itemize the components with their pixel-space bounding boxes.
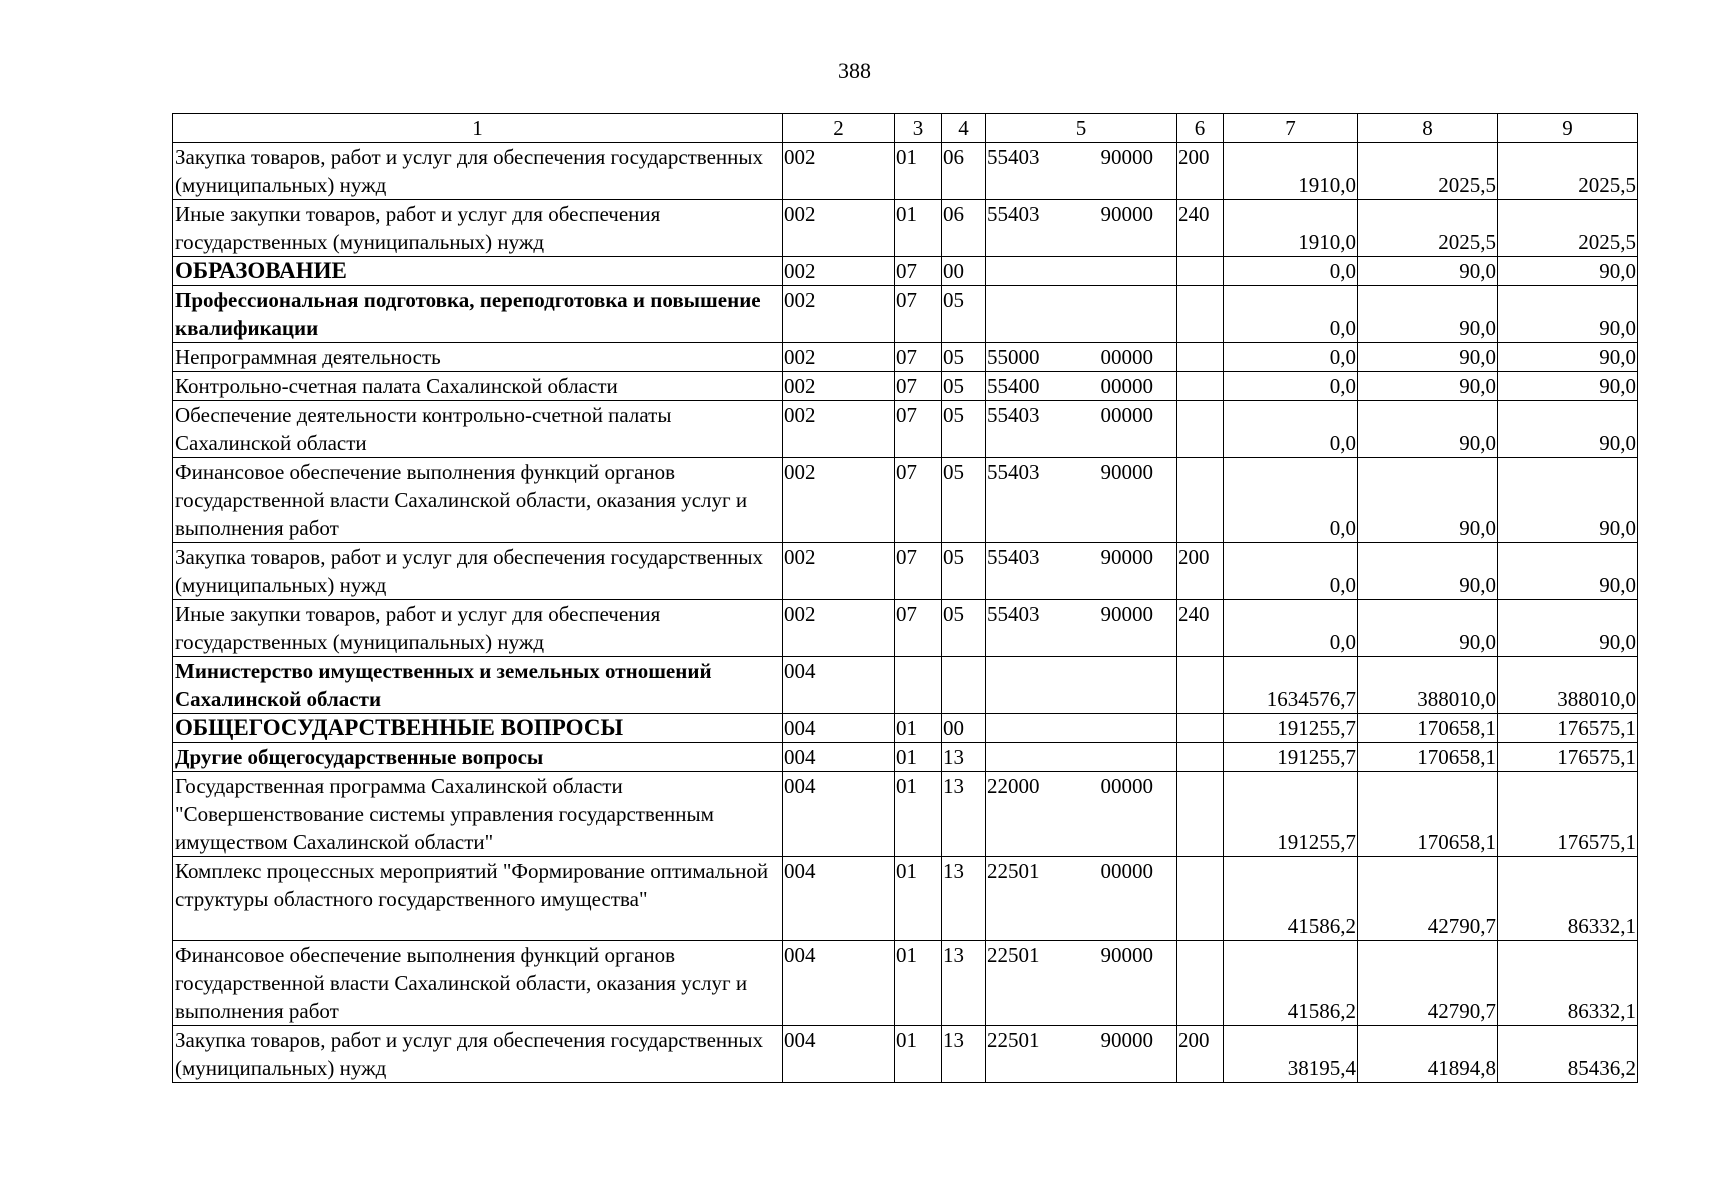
- ministry-code: 002: [783, 401, 895, 458]
- row-name: Обеспечение деятельности контрольно-счетной палаты Сахалинской области: [173, 401, 783, 458]
- amount-col9: 2025,5: [1498, 200, 1638, 257]
- section-code: 01: [895, 1026, 942, 1083]
- target-article-direction: 90000: [1100, 602, 1153, 626]
- section-code: 01: [895, 143, 942, 200]
- amount-col9: 176575,1: [1498, 743, 1638, 772]
- section-code: 07: [895, 343, 942, 372]
- target-article-direction: 90000: [1100, 145, 1153, 169]
- subsection-code: 05: [942, 343, 986, 372]
- subsection-code: 05: [942, 458, 986, 543]
- amount-col8: 42790,7: [1358, 941, 1498, 1026]
- target-article-direction: 00000: [1100, 345, 1153, 369]
- table-row: [173, 200, 1638, 257]
- expense-type-code: 200: [1177, 143, 1224, 200]
- subsection-code: 00: [942, 257, 986, 286]
- row-name: ОБРАЗОВАНИЕ: [173, 257, 783, 286]
- amount-col8: 170658,1: [1358, 772, 1498, 857]
- target-article-code: [986, 772, 1177, 857]
- target-article-code: [986, 401, 1177, 458]
- ministry-code: 004: [783, 743, 895, 772]
- amount-col8: 90,0: [1358, 543, 1498, 600]
- amount-col8: 2025,5: [1358, 200, 1498, 257]
- ministry-code: 002: [783, 257, 895, 286]
- amount-col7: 41586,2: [1224, 941, 1358, 1026]
- amount-col7: 38195,4: [1224, 1026, 1358, 1083]
- amount-col9: 90,0: [1498, 600, 1638, 657]
- amount-col7: 41586,2: [1224, 857, 1358, 941]
- subsection-code: 13: [942, 857, 986, 941]
- row-name: Профессиональная подготовка, переподготовка и повышение квалификации: [173, 286, 783, 343]
- subsection-code: 13: [942, 772, 986, 857]
- amount-col7: 0,0: [1224, 543, 1358, 600]
- subsection-code: 13: [942, 1026, 986, 1083]
- amount-col8: 90,0: [1358, 343, 1498, 372]
- amount-col8: 90,0: [1358, 372, 1498, 401]
- ministry-code: 002: [783, 143, 895, 200]
- column-number: 8: [1358, 114, 1498, 143]
- subsection-code: 06: [942, 200, 986, 257]
- expense-type-code: [1177, 657, 1224, 714]
- target-article-direction: 90000: [1100, 460, 1153, 484]
- expense-type-code: [1177, 772, 1224, 857]
- row-name: Иные закупки товаров, работ и услуг для обеспечения государственных (муниципальных) нужд: [173, 200, 783, 257]
- column-number: 3: [895, 114, 942, 143]
- target-article-code: [986, 143, 1177, 200]
- target-article-program: 55403: [987, 202, 1040, 226]
- subsection-code: [942, 657, 986, 714]
- column-numbers-row: [173, 114, 1638, 143]
- amount-col7: 1910,0: [1224, 200, 1358, 257]
- row-name: ОБЩЕГОСУДАРСТВЕННЫЕ ВОПРОСЫ: [173, 714, 783, 743]
- ministry-code: 004: [783, 714, 895, 743]
- section-code: 01: [895, 941, 942, 1026]
- amount-col9: 86332,1: [1498, 941, 1638, 1026]
- target-article-program: 55403: [987, 460, 1040, 484]
- target-article-program: 22501: [987, 859, 1040, 883]
- amount-col9: 176575,1: [1498, 772, 1638, 857]
- target-article-code: [986, 743, 1177, 772]
- subsection-code: 05: [942, 543, 986, 600]
- section-code: 01: [895, 200, 942, 257]
- amount-col8: 90,0: [1358, 458, 1498, 543]
- ministry-code: 002: [783, 343, 895, 372]
- table-row: [173, 714, 1638, 743]
- amount-col7: 0,0: [1224, 458, 1358, 543]
- amount-col9: 90,0: [1498, 343, 1638, 372]
- section-code: 07: [895, 600, 942, 657]
- row-name: Закупка товаров, работ и услуг для обеспечения государственных (муниципальных) нужд: [173, 543, 783, 600]
- target-article-code: [986, 600, 1177, 657]
- amount-col7: 0,0: [1224, 600, 1358, 657]
- expense-type-code: [1177, 857, 1224, 941]
- table-row: [173, 857, 1638, 941]
- amount-col9: 90,0: [1498, 401, 1638, 458]
- target-article-code: [986, 657, 1177, 714]
- amount-col7: 191255,7: [1224, 772, 1358, 857]
- ministry-code: 004: [783, 657, 895, 714]
- amount-col8: 2025,5: [1358, 143, 1498, 200]
- section-code: 01: [895, 743, 942, 772]
- target-article-code: [986, 343, 1177, 372]
- target-article-code: [986, 543, 1177, 600]
- table-row: [173, 657, 1638, 714]
- row-name: Закупка товаров, работ и услуг для обеспечения государственных (муниципальных) нужд: [173, 143, 783, 200]
- target-article-program: 55403: [987, 145, 1040, 169]
- table-row: [173, 343, 1638, 372]
- target-article-program: 22501: [987, 1028, 1040, 1052]
- target-article-direction: 00000: [1100, 859, 1153, 883]
- expense-type-code: [1177, 941, 1224, 1026]
- expense-type-code: 240: [1177, 200, 1224, 257]
- expense-type-code: [1177, 458, 1224, 543]
- subsection-code: 13: [942, 941, 986, 1026]
- target-article-code: [986, 941, 1177, 1026]
- column-number: 7: [1224, 114, 1358, 143]
- amount-col8: 90,0: [1358, 401, 1498, 458]
- column-number: 5: [986, 114, 1177, 143]
- expense-type-code: [1177, 743, 1224, 772]
- section-code: 07: [895, 543, 942, 600]
- table-row: [173, 458, 1638, 543]
- amount-col7: 0,0: [1224, 286, 1358, 343]
- table-row: [173, 286, 1638, 343]
- ministry-code: 002: [783, 372, 895, 401]
- amount-col8: 90,0: [1358, 257, 1498, 286]
- table-row: [173, 1026, 1638, 1083]
- target-article-code: [986, 1026, 1177, 1083]
- amount-col8: 388010,0: [1358, 657, 1498, 714]
- table-row: [173, 941, 1638, 1026]
- column-number: 1: [173, 114, 783, 143]
- row-name: Непрограммная деятельность: [173, 343, 783, 372]
- section-code: 07: [895, 286, 942, 343]
- row-name: Финансовое обеспечение выполнения функций органов государственной власти Сахалинской области, оказания услуг и выполнения работ: [173, 941, 783, 1026]
- expense-type-code: 200: [1177, 1026, 1224, 1083]
- row-name: Другие общегосударственные вопросы: [173, 743, 783, 772]
- column-number: 6: [1177, 114, 1224, 143]
- amount-col9: 90,0: [1498, 458, 1638, 543]
- subsection-code: 00: [942, 714, 986, 743]
- target-article-code: [986, 372, 1177, 401]
- expense-type-code: [1177, 401, 1224, 458]
- target-article-direction: 00000: [1100, 403, 1153, 427]
- table-row: [173, 600, 1638, 657]
- subsection-code: 06: [942, 143, 986, 200]
- section-code: 07: [895, 401, 942, 458]
- amount-col7: 1634576,7: [1224, 657, 1358, 714]
- amount-col7: 191255,7: [1224, 714, 1358, 743]
- amount-col9: 2025,5: [1498, 143, 1638, 200]
- target-article-code: [986, 200, 1177, 257]
- section-code: 07: [895, 458, 942, 543]
- amount-col7: 0,0: [1224, 343, 1358, 372]
- amount-col9: 90,0: [1498, 372, 1638, 401]
- row-name: Министерство имущественных и земельных отношений Сахалинской области: [173, 657, 783, 714]
- amount-col8: 42790,7: [1358, 857, 1498, 941]
- column-number: 4: [942, 114, 986, 143]
- table-row: [173, 401, 1638, 458]
- section-code: 07: [895, 372, 942, 401]
- target-article-program: 22501: [987, 943, 1040, 967]
- target-article-direction: 90000: [1100, 1028, 1153, 1052]
- amount-col7: 191255,7: [1224, 743, 1358, 772]
- table-row: [173, 372, 1638, 401]
- table-row: [173, 543, 1638, 600]
- target-article-program: 22000: [987, 774, 1040, 798]
- target-article-direction: 00000: [1100, 774, 1153, 798]
- amount-col9: 176575,1: [1498, 714, 1638, 743]
- row-name: Комплекс процессных мероприятий "Формирование оптимальной структуры областного государственного имущества": [173, 857, 783, 941]
- target-article-code: [986, 458, 1177, 543]
- section-code: 01: [895, 857, 942, 941]
- ministry-code: 004: [783, 1026, 895, 1083]
- column-number: 2: [783, 114, 895, 143]
- target-article-code: [986, 286, 1177, 343]
- subsection-code: 05: [942, 286, 986, 343]
- target-article-code: [986, 257, 1177, 286]
- budget-table: [172, 113, 1638, 1083]
- target-article-code: [986, 857, 1177, 941]
- amount-col9: 90,0: [1498, 286, 1638, 343]
- ministry-code: 004: [783, 772, 895, 857]
- section-code: [895, 657, 942, 714]
- subsection-code: 13: [942, 743, 986, 772]
- amount-col8: 170658,1: [1358, 743, 1498, 772]
- expense-type-code: [1177, 343, 1224, 372]
- table-row: [173, 772, 1638, 857]
- amount-col9: 85436,2: [1498, 1026, 1638, 1083]
- target-article-direction: 00000: [1100, 374, 1153, 398]
- ministry-code: 002: [783, 286, 895, 343]
- column-number: 9: [1498, 114, 1638, 143]
- target-article-program: 55403: [987, 403, 1040, 427]
- expense-type-code: [1177, 257, 1224, 286]
- amount-col7: 0,0: [1224, 401, 1358, 458]
- target-article-code: [986, 714, 1177, 743]
- row-name: Закупка товаров, работ и услуг для обеспечения государственных (муниципальных) нужд: [173, 1026, 783, 1083]
- expense-type-code: [1177, 372, 1224, 401]
- section-code: 07: [895, 257, 942, 286]
- target-article-program: 55000: [987, 345, 1040, 369]
- subsection-code: 05: [942, 600, 986, 657]
- amount-col8: 170658,1: [1358, 714, 1498, 743]
- target-article-program: 55403: [987, 545, 1040, 569]
- subsection-code: 05: [942, 372, 986, 401]
- amount-col9: 86332,1: [1498, 857, 1638, 941]
- ministry-code: 004: [783, 857, 895, 941]
- section-code: 01: [895, 772, 942, 857]
- amount-col9: 90,0: [1498, 257, 1638, 286]
- target-article-program: 55403: [987, 602, 1040, 626]
- expense-type-code: 200: [1177, 543, 1224, 600]
- subsection-code: 05: [942, 401, 986, 458]
- expense-type-code: [1177, 286, 1224, 343]
- row-name: Государственная программа Сахалинской области "Совершенствование системы управления государственным имуществом Сахалинской области": [173, 772, 783, 857]
- expense-type-code: [1177, 714, 1224, 743]
- section-code: 01: [895, 714, 942, 743]
- amount-col7: 0,0: [1224, 372, 1358, 401]
- amount-col8: 90,0: [1358, 600, 1498, 657]
- table-row: [173, 743, 1638, 772]
- row-name: Финансовое обеспечение выполнения функций органов государственной власти Сахалинской области, оказания услуг и выполнения работ: [173, 458, 783, 543]
- amount-col7: 0,0: [1224, 257, 1358, 286]
- target-article-direction: 90000: [1100, 202, 1153, 226]
- table-row: [173, 257, 1638, 286]
- table-row: [173, 143, 1638, 200]
- amount-col9: 90,0: [1498, 543, 1638, 600]
- ministry-code: 002: [783, 458, 895, 543]
- amount-col8: 90,0: [1358, 286, 1498, 343]
- row-name: Иные закупки товаров, работ и услуг для обеспечения государственных (муниципальных) нужд: [173, 600, 783, 657]
- ministry-code: 002: [783, 200, 895, 257]
- ministry-code: 004: [783, 941, 895, 1026]
- target-article-direction: 90000: [1100, 943, 1153, 967]
- target-article-direction: 90000: [1100, 545, 1153, 569]
- amount-col7: 1910,0: [1224, 143, 1358, 200]
- expense-type-code: 240: [1177, 600, 1224, 657]
- ministry-code: 002: [783, 600, 895, 657]
- target-article-program: 55400: [987, 374, 1040, 398]
- page-number: 388: [838, 58, 871, 83]
- row-name: Контрольно-счетная палата Сахалинской области: [173, 372, 783, 401]
- amount-col8: 41894,8: [1358, 1026, 1498, 1083]
- ministry-code: 002: [783, 543, 895, 600]
- amount-col9: 388010,0: [1498, 657, 1638, 714]
